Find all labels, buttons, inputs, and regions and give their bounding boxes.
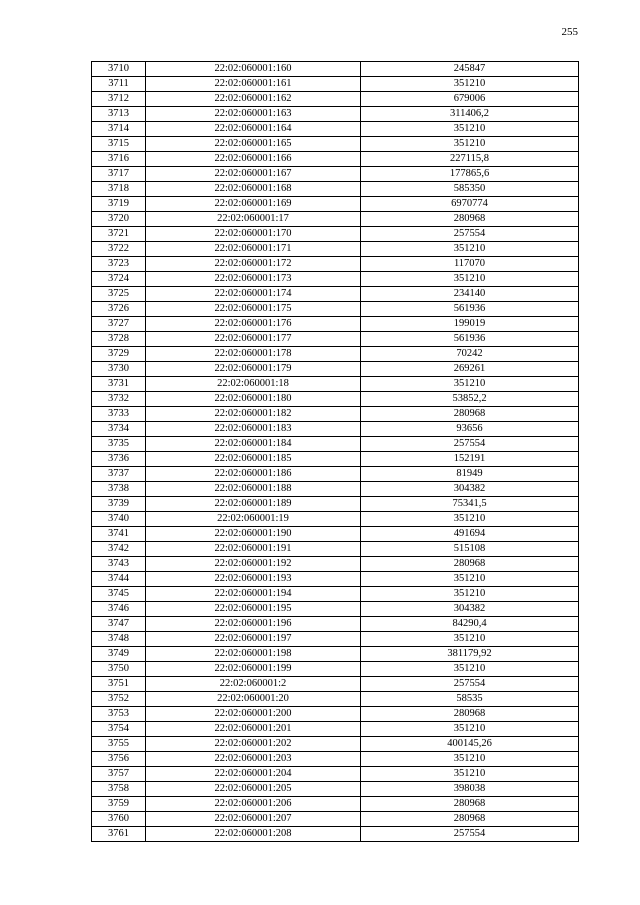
cadastral-number-cell: 22:02:060001:160 xyxy=(146,62,361,77)
cadastral-number-cell: 22:02:060001:175 xyxy=(146,302,361,317)
table-row xyxy=(92,557,579,572)
table-row xyxy=(92,137,579,152)
table-row xyxy=(92,632,579,647)
row-number-cell: 3736 xyxy=(92,452,146,467)
row-number-cell: 3746 xyxy=(92,602,146,617)
cadastral-value-cell: 351210 xyxy=(361,242,579,257)
cadastral-value-cell: 199019 xyxy=(361,317,579,332)
row-number-cell: 3748 xyxy=(92,632,146,647)
table-row xyxy=(92,62,579,77)
table-row xyxy=(92,407,579,422)
row-number-cell: 3753 xyxy=(92,707,146,722)
table-row xyxy=(92,257,579,272)
cadastral-value-cell: 515108 xyxy=(361,542,579,557)
cadastral-value-cell: 351210 xyxy=(361,722,579,737)
cadastral-number-cell: 22:02:060001:179 xyxy=(146,362,361,377)
table-row xyxy=(92,767,579,782)
table-row xyxy=(92,542,579,557)
row-number-cell: 3744 xyxy=(92,572,146,587)
row-number-cell: 3738 xyxy=(92,482,146,497)
cadastral-number-cell: 22:02:060001:202 xyxy=(146,737,361,752)
row-number-cell: 3723 xyxy=(92,257,146,272)
row-number-cell: 3720 xyxy=(92,212,146,227)
cadastral-value-cell: 117070 xyxy=(361,257,579,272)
cadastral-value-cell: 351210 xyxy=(361,767,579,782)
cadastral-number-cell: 22:02:060001:191 xyxy=(146,542,361,557)
row-number-cell: 3733 xyxy=(92,407,146,422)
table-row xyxy=(92,482,579,497)
cadastral-number-cell: 22:02:060001:194 xyxy=(146,587,361,602)
cadastral-value-cell: 53852,2 xyxy=(361,392,579,407)
cadastral-number-cell: 22:02:060001:165 xyxy=(146,137,361,152)
row-number-cell: 3719 xyxy=(92,197,146,212)
cadastral-value-cell: 6970774 xyxy=(361,197,579,212)
cadastral-value-cell: 257554 xyxy=(361,437,579,452)
table-row xyxy=(92,362,579,377)
cadastral-number-cell: 22:02:060001:161 xyxy=(146,77,361,92)
cadastral-number-cell: 22:02:060001:199 xyxy=(146,662,361,677)
table-row xyxy=(92,782,579,797)
row-number-cell: 3745 xyxy=(92,587,146,602)
row-number-cell: 3755 xyxy=(92,737,146,752)
cadastral-value-cell: 351210 xyxy=(361,662,579,677)
cadastral-number-cell: 22:02:060001:206 xyxy=(146,797,361,812)
cadastral-number-cell: 22:02:060001:2 xyxy=(146,677,361,692)
row-number-cell: 3722 xyxy=(92,242,146,257)
table-row xyxy=(92,452,579,467)
row-number-cell: 3732 xyxy=(92,392,146,407)
table-row xyxy=(92,122,579,137)
cadastral-value-cell: 257554 xyxy=(361,227,579,242)
cadastral-value-cell: 234140 xyxy=(361,287,579,302)
cadastral-value-cell: 269261 xyxy=(361,362,579,377)
cadastral-value-cell: 491694 xyxy=(361,527,579,542)
table-row xyxy=(92,242,579,257)
cadastral-value-cell: 227115,8 xyxy=(361,152,579,167)
cadastral-number-cell: 22:02:060001:201 xyxy=(146,722,361,737)
cadastral-value-cell: 93656 xyxy=(361,422,579,437)
cadastral-number-cell: 22:02:060001:19 xyxy=(146,512,361,527)
row-number-cell: 3717 xyxy=(92,167,146,182)
cadastral-value-cell: 257554 xyxy=(361,677,579,692)
row-number-cell: 3734 xyxy=(92,422,146,437)
cadastral-number-cell: 22:02:060001:166 xyxy=(146,152,361,167)
table-row xyxy=(92,737,579,752)
row-number-cell: 3742 xyxy=(92,542,146,557)
table-row xyxy=(92,152,579,167)
row-number-cell: 3740 xyxy=(92,512,146,527)
table-row xyxy=(92,722,579,737)
cadastral-number-cell: 22:02:060001:185 xyxy=(146,452,361,467)
cadastral-value-cell: 585350 xyxy=(361,182,579,197)
table-row xyxy=(92,227,579,242)
cadastral-number-cell: 22:02:060001:198 xyxy=(146,647,361,662)
cadastral-number-cell: 22:02:060001:17 xyxy=(146,212,361,227)
cadastral-number-cell: 22:02:060001:186 xyxy=(146,467,361,482)
cadastral-value-cell: 561936 xyxy=(361,332,579,347)
cadastral-number-cell: 22:02:060001:183 xyxy=(146,422,361,437)
table-row xyxy=(92,182,579,197)
cadastral-value-cell: 177865,6 xyxy=(361,167,579,182)
cadastral-number-cell: 22:02:060001:18 xyxy=(146,377,361,392)
row-number-cell: 3757 xyxy=(92,767,146,782)
row-number-cell: 3749 xyxy=(92,647,146,662)
cadastral-value-cell: 245847 xyxy=(361,62,579,77)
row-number-cell: 3750 xyxy=(92,662,146,677)
table-row xyxy=(92,467,579,482)
cadastral-value-cell: 398038 xyxy=(361,782,579,797)
row-number-cell: 3737 xyxy=(92,467,146,482)
cadastral-number-cell: 22:02:060001:195 xyxy=(146,602,361,617)
cadastral-number-cell: 22:02:060001:163 xyxy=(146,107,361,122)
cadastral-number-cell: 22:02:060001:188 xyxy=(146,482,361,497)
row-number-cell: 3718 xyxy=(92,182,146,197)
cadastral-value-cell: 280968 xyxy=(361,707,579,722)
table-row xyxy=(92,347,579,362)
table-body xyxy=(92,62,579,842)
row-number-cell: 3730 xyxy=(92,362,146,377)
row-number-cell: 3747 xyxy=(92,617,146,632)
row-number-cell: 3712 xyxy=(92,92,146,107)
cadastral-value-cell: 81949 xyxy=(361,467,579,482)
table-row xyxy=(92,437,579,452)
table-row xyxy=(92,752,579,767)
table-row xyxy=(92,422,579,437)
row-number-cell: 3713 xyxy=(92,107,146,122)
row-number-cell: 3724 xyxy=(92,272,146,287)
table-row xyxy=(92,692,579,707)
cadastral-number-cell: 22:02:060001:184 xyxy=(146,437,361,452)
cadastral-number-cell: 22:02:060001:162 xyxy=(146,92,361,107)
cadastral-value-cell: 152191 xyxy=(361,452,579,467)
cadastral-value-cell: 280968 xyxy=(361,212,579,227)
table-row xyxy=(92,662,579,677)
cadastral-number-cell: 22:02:060001:190 xyxy=(146,527,361,542)
cadastral-number-cell: 22:02:060001:196 xyxy=(146,617,361,632)
table-row xyxy=(92,197,579,212)
row-number-cell: 3727 xyxy=(92,317,146,332)
row-number-cell: 3743 xyxy=(92,557,146,572)
cadastral-value-cell: 561936 xyxy=(361,302,579,317)
cadastral-number-cell: 22:02:060001:177 xyxy=(146,332,361,347)
cadastral-number-cell: 22:02:060001:200 xyxy=(146,707,361,722)
table-row xyxy=(92,77,579,92)
table-row xyxy=(92,302,579,317)
cadastral-value-cell: 351210 xyxy=(361,377,579,392)
cadastral-number-cell: 22:02:060001:164 xyxy=(146,122,361,137)
table-row xyxy=(92,797,579,812)
row-number-cell: 3759 xyxy=(92,797,146,812)
cadastral-value-cell: 679006 xyxy=(361,92,579,107)
cadastral-number-cell: 22:02:060001:189 xyxy=(146,497,361,512)
row-number-cell: 3715 xyxy=(92,137,146,152)
row-number-cell: 3711 xyxy=(92,77,146,92)
table-row xyxy=(92,827,579,842)
cadastral-number-cell: 22:02:060001:205 xyxy=(146,782,361,797)
cadastral-value-cell: 280968 xyxy=(361,407,579,422)
cadastral-value-cell: 311406,2 xyxy=(361,107,579,122)
cadastral-value-cell: 70242 xyxy=(361,347,579,362)
table-row xyxy=(92,377,579,392)
cadastral-number-cell: 22:02:060001:197 xyxy=(146,632,361,647)
row-number-cell: 3714 xyxy=(92,122,146,137)
cadastral-number-cell: 22:02:060001:208 xyxy=(146,827,361,842)
row-number-cell: 3756 xyxy=(92,752,146,767)
table-row xyxy=(92,332,579,347)
row-number-cell: 3728 xyxy=(92,332,146,347)
cadastral-value-cell: 351210 xyxy=(361,77,579,92)
cadastral-number-cell: 22:02:060001:203 xyxy=(146,752,361,767)
table-row xyxy=(92,392,579,407)
page-number: 255 xyxy=(561,26,578,38)
cadastral-number-cell: 22:02:060001:192 xyxy=(146,557,361,572)
row-number-cell: 3735 xyxy=(92,437,146,452)
cadastral-value-cell: 351210 xyxy=(361,752,579,767)
table-row xyxy=(92,212,579,227)
cadastral-value-cell: 84290,4 xyxy=(361,617,579,632)
table-row xyxy=(92,527,579,542)
cadastral-number-cell: 22:02:060001:20 xyxy=(146,692,361,707)
cadastral-value-table xyxy=(91,61,579,842)
cadastral-value-cell: 351210 xyxy=(361,512,579,527)
table-row xyxy=(92,287,579,302)
cadastral-value-cell: 75341,5 xyxy=(361,497,579,512)
table-row xyxy=(92,587,579,602)
cadastral-number-cell: 22:02:060001:170 xyxy=(146,227,361,242)
table-row xyxy=(92,617,579,632)
cadastral-number-cell: 22:02:060001:193 xyxy=(146,572,361,587)
cadastral-value-cell: 257554 xyxy=(361,827,579,842)
cadastral-value-cell: 304382 xyxy=(361,482,579,497)
cadastral-number-cell: 22:02:060001:176 xyxy=(146,317,361,332)
cadastral-value-cell: 351210 xyxy=(361,122,579,137)
cadastral-number-cell: 22:02:060001:168 xyxy=(146,182,361,197)
cadastral-value-cell: 351210 xyxy=(361,587,579,602)
table-row xyxy=(92,602,579,617)
cadastral-number-cell: 22:02:060001:207 xyxy=(146,812,361,827)
cadastral-value-cell: 351210 xyxy=(361,137,579,152)
cadastral-number-cell: 22:02:060001:180 xyxy=(146,392,361,407)
cadastral-value-cell: 280968 xyxy=(361,812,579,827)
row-number-cell: 3741 xyxy=(92,527,146,542)
table-row xyxy=(92,272,579,287)
cadastral-number-cell: 22:02:060001:174 xyxy=(146,287,361,302)
cadastral-value-cell: 280968 xyxy=(361,557,579,572)
row-number-cell: 3716 xyxy=(92,152,146,167)
cadastral-value-cell: 351210 xyxy=(361,572,579,587)
table-row xyxy=(92,512,579,527)
cadastral-number-cell: 22:02:060001:173 xyxy=(146,272,361,287)
row-number-cell: 3729 xyxy=(92,347,146,362)
cadastral-value-cell: 351210 xyxy=(361,632,579,647)
cadastral-number-cell: 22:02:060001:169 xyxy=(146,197,361,212)
row-number-cell: 3754 xyxy=(92,722,146,737)
cadastral-value-cell: 400145,26 xyxy=(361,737,579,752)
cadastral-value-cell: 280968 xyxy=(361,797,579,812)
table-row xyxy=(92,107,579,122)
cadastral-number-cell: 22:02:060001:178 xyxy=(146,347,361,362)
row-number-cell: 3752 xyxy=(92,692,146,707)
row-number-cell: 3731 xyxy=(92,377,146,392)
cadastral-value-cell: 381179,92 xyxy=(361,647,579,662)
row-number-cell: 3725 xyxy=(92,287,146,302)
cadastral-number-cell: 22:02:060001:171 xyxy=(146,242,361,257)
row-number-cell: 3721 xyxy=(92,227,146,242)
cadastral-number-cell: 22:02:060001:182 xyxy=(146,407,361,422)
table-row xyxy=(92,92,579,107)
table-row xyxy=(92,317,579,332)
cadastral-number-cell: 22:02:060001:204 xyxy=(146,767,361,782)
table-row xyxy=(92,677,579,692)
table-row xyxy=(92,647,579,662)
row-number-cell: 3758 xyxy=(92,782,146,797)
row-number-cell: 3726 xyxy=(92,302,146,317)
table-row xyxy=(92,497,579,512)
row-number-cell: 3761 xyxy=(92,827,146,842)
row-number-cell: 3760 xyxy=(92,812,146,827)
row-number-cell: 3751 xyxy=(92,677,146,692)
cadastral-value-cell: 58535 xyxy=(361,692,579,707)
cadastral-value-cell: 304382 xyxy=(361,602,579,617)
row-number-cell: 3739 xyxy=(92,497,146,512)
row-number-cell: 3710 xyxy=(92,62,146,77)
table-row xyxy=(92,167,579,182)
cadastral-value-cell: 351210 xyxy=(361,272,579,287)
table-row xyxy=(92,707,579,722)
table-row xyxy=(92,572,579,587)
cadastral-number-cell: 22:02:060001:172 xyxy=(146,257,361,272)
cadastral-number-cell: 22:02:060001:167 xyxy=(146,167,361,182)
table-row xyxy=(92,812,579,827)
